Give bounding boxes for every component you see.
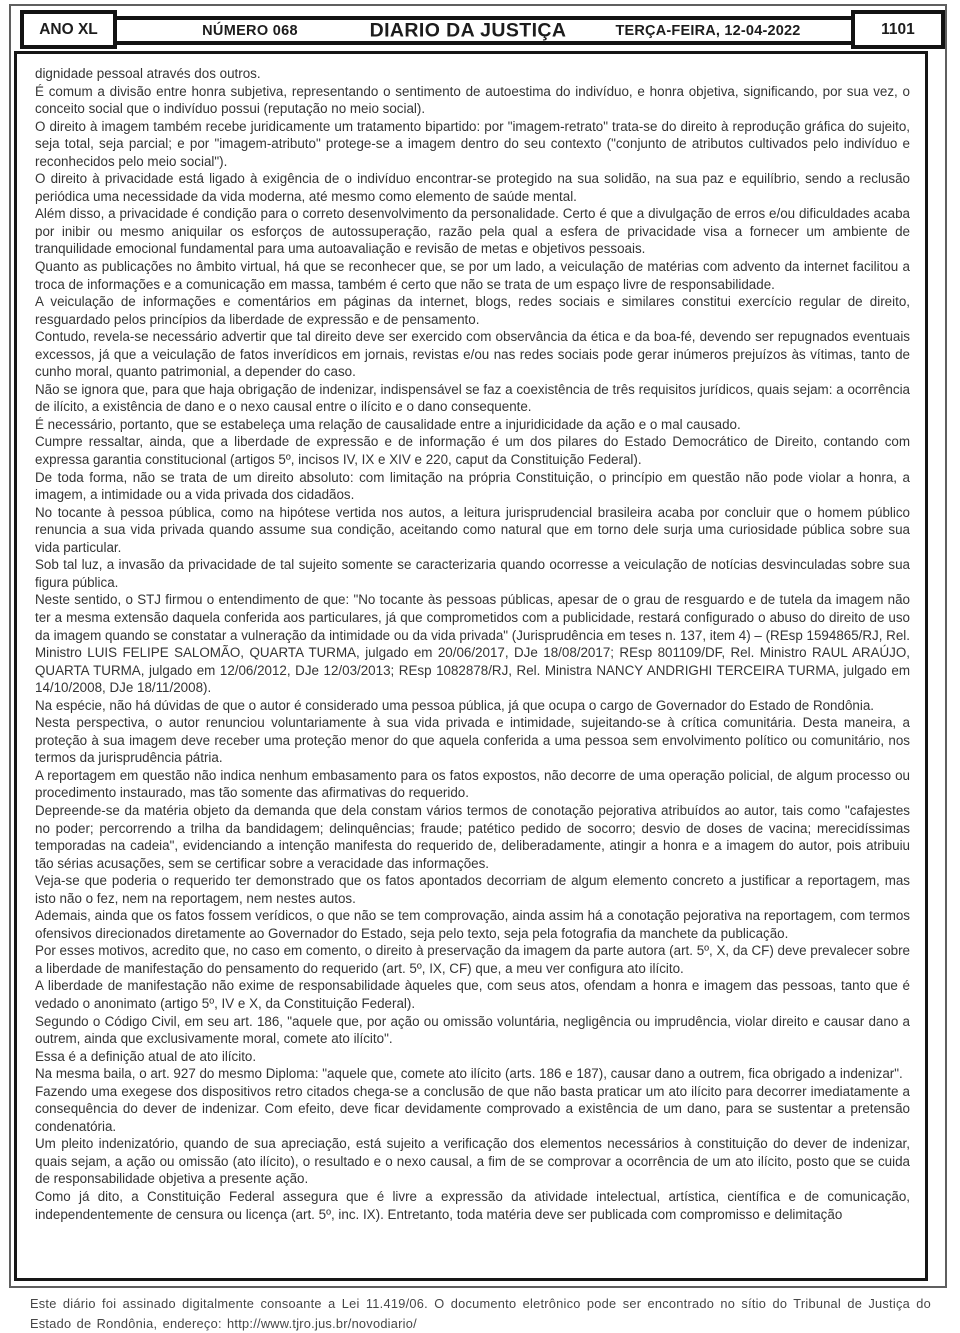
header-page-number-box (851, 10, 945, 49)
header-year-label: ANO XL (39, 20, 98, 38)
paragraph: Além disso, a privacidade é condição para o correto desenvolvimento da personalidade. Certo é que a divulgação de erros e/ou dificuldades acaba por inibir ou mesmo aniquilar os esforços de autossuperação, razão pela qual a esfera de privacidade visa a fornecer um ambiente de tranquilidade emocional fundamental para uma autoavaliação e revisão de metas e objetivos pessoais. (35, 206, 910, 257)
paragraph: Neste sentido, o STJ firmou o entendimento de que: "No tocante às pessoas públicas, apesar de o grau de resguardo e de tutela da imagem não ter a mesma extensão daquela conferida aos particulares, já que comprometidos com a publicidade, restará configurado o abuso do direito de uso da imagem quando se constatar a vulneração da intimidade ou da vida privada" (Jurisprudência em teses n. 137, item 4) – (REsp 1594865/RJ, Rel. Ministro LUIS FELIPE SALOMÃO, QUARTA TURMA, julgado em 20/06/2017, DJe 18/08/2017; REsp 801109/DF, Rel. Ministro RAUL ARAÚJO, QUARTA TURMA, julgado em 12/06/2012, DJe 12/03/2013; REsp 1082878/RJ, Rel. Ministra NANCY ANDRIGHI TERCEIRA TURMA, julgado em 14/10/2008, DJe 18/11/2008). (35, 592, 910, 696)
paragraph: dignidade pessoal através dos outros. (35, 66, 261, 81)
paragraph: A reportagem em questão não indica nenhum embasamento para os fatos expostos, não decorre de uma operação policial, de algum processo ou procedimento instaurado, mas tão somente das afirmativas do requerido. (35, 767, 910, 801)
document-body (14, 51, 928, 1281)
paragraph: Sob tal luz, a invasão da privacidade de tal sujeito somente se caracterizaria quando ocorresse a veiculação de notícias desvinculadas sobre sua figura pública. (35, 557, 910, 590)
paragraph: Fazendo uma exegese dos dispositivos retro citados chega-se a conclusão de que não basta praticar um ato ilícito para decorrer imediatamente a consequência do dever de indenizar. Com efeito, deve ficar devidamente comprovado a existência de um dano, para se sustentar a pretensão condenatória. (35, 1083, 910, 1134)
header-gazette-title: DIARIO DA JUSTIÇA (369, 19, 567, 41)
paragraph: Quanto as publicações no âmbito virtual, há que se reconhecer que, se por um lado, a veiculação de matérias com advento da internet facilitou a troca de informações e a comunicação em massa, também é certo que não se trata de um espaço livre de responsabilidade. (35, 259, 910, 292)
header-year-box (20, 10, 117, 49)
paragraph: De toda forma, não se trata de um direito absoluto: com limitação na própria Constituição, o princípio em questão não pode violar a honra, a imagem, a intimidade ou a vida privada dos cidadãos. (35, 469, 910, 503)
footer-signature-note: Este diário foi assinado digitalmente consoante a Lei 11.419/06. O documento eletrônico pode ser encontrado no sítio do Tribunal de Justiça do Estado de Rondônia, endereço: http://www.tjro.jus.br/novodiario/ (30, 1296, 931, 1331)
paragraph: O direito à privacidade está ligado à exigência de o indivíduo encontrar-se protegido na sua solidão, na sua paz e equilíbrio, sendo a reclusão periódica uma necessidade da vida moderna, até mesmo como elemento de saúde mental. (35, 171, 910, 204)
paragraph: Não se ignora que, para que haja obrigação de indenizar, indispensável se faz a coexistência de três requisitos jurídicos, quais sejam: a ocorrência de ilícito, a existência de dano e o nexo causal entre o ilícito e o dano consequente. (35, 381, 910, 415)
paragraph: Um pleito indenizatório, quando de sua apreciação, está sujeito a verificação dos elementos necessários à constituição do dever de indenizar, quais sejam, a ação ou omissão (ato ilícito), o resultado e o nexo causal, a fim de se comprovar a ocorrência de um ato ilícito, posto que se cuida de responsabilidade objetiva a presente ação. (35, 1136, 910, 1187)
paragraph: Veja-se que poderia o requerido ter demonstrado que os fatos apontados decorriam de algum elemento concreto a justificar a reportagem, mas isto não o fez, nem na reportagem, nem nestes autos. (35, 873, 910, 906)
paragraph: Na espécie, não há dúvidas de que o autor é considerado uma pessoa pública, já que ocupa o cargo de Governador do Estado de Rondônia. (35, 697, 874, 713)
paragraph: Essa é a definição atual de ato ilícito. (35, 1048, 257, 1064)
paragraph: Contudo, revela-se necessário advertir que tal direito deve ser exercido com observância da ética e da boa-fé, devendo ser repugnados eventuais excessos, já que a veiculação de fatos inverídicos em jornais, revistas e/ou nas redes sociais pode gerar inúmeros prejuízos às vítimas, tanto de cunho moral, quanto patrimonial, a depender do caso. (35, 329, 910, 380)
paragraph: Por esses motivos, acredito que, no caso em comento, o direito à preservação da imagem da parte autora (art. 5º, X, da CF) deve prevalecer sobre a liberdade de manifestação do pensamento do requerido (art. 5º, IX, CF) que, a meu ver configura ato ilícito. (35, 943, 910, 976)
paragraph: No tocante à pessoa pública, como na hipótese vertida nos autos, a leitura jurisprudencial brasileira acaba por concluir que o homem público renuncia a sua vida privada quando assume sua condição, aceitando como natural que em torno dele surja uma curiosidade pública sobre sua vida particular. (35, 504, 910, 555)
paragraph: Nesta perspectiva, o autor renunciou voluntariamente à sua vida privada e intimidade, sujeitando-se à crítica comunitária. Desta maneira, a proteção à sua imagem deve receber uma proteção menor do que aquela conferida a uma pessoa sem envolvimento político ou comunitário, nos termos da jurisprudência pátria. (35, 715, 910, 766)
paragraph: Depreende-se da matéria objeto da demanda que dela constam vários termos de conotação pejorativa atribuídos ao autor, tais como "cafajestes no poder; percorrendo a trilha da bandidagem; delinquências; fraude; patético pedido de socorro; desvio de doses de vacina; merecidíssimas temporadas na cadeia", evidenciando a intenção manifesta do requerido de, deliberadamente, atingir a honra e a imagem do autor, pois atribuiu tão sérias acusações, sem se certificar sobre a veracidade das informações. (35, 802, 910, 871)
paragraph: O direito à imagem também recebe juridicamente um tratamento bipartido: por "imagem-retrato" trata-se do direito à reprodução gráfica do sujeito, seja total, seja parcial; e por "imagem-atributo" protege-se a imagem dentro do seu contexto ("conjunto de atributos cultivados pelo indivíduo e reconhecidos pelo meio social"). (35, 118, 910, 169)
paragraph: É comum a divisão entre honra subjetiva, representando o sentimento de autoestima do indivíduo, e honra objetiva, significando, por sua vez, o conceito social que o indivíduo possui (reputação no meio social). (35, 83, 910, 117)
header-strip (24, 16, 921, 45)
paragraph: Como já dito, a Constituição Federal assegura que é livre a expressão da atividade intelectual, artística, científica e de comunicação, independentemente de censura ou licença (art. 5º, inc. IX). Entretanto, toda matéria deve ser publicada com compromisso e delimitação (35, 1189, 910, 1222)
header-issue-number: NÚMERO 068 (202, 22, 298, 39)
paragraph: Segundo o Código Civil, em seu art. 186, "aquele que, por ação ou omissão voluntária, negligência ou imprudência, violar direito e causar dano a outrem, ainda que exclusivamente moral, comete ato ilícito". (35, 1013, 910, 1047)
paragraph: É necessário, portanto, que se estabeleça uma relação de causalidade entre a injuridicidade da ação e o mal causado. (35, 416, 741, 432)
paragraph: Cumpre ressaltar, ainda, que a liberdade de expressão e de informação é um dos pilares do Estado Democrático de Direito, contando com expressa garantia constitucional (artigos 5º, incisos IV, IX e XIV e 220, caput da Constituição Federal). (35, 434, 910, 468)
page-number: 1101 (881, 20, 915, 38)
paragraph: A veiculação de informações e comentários em páginas da internet, blogs, redes sociais e similares constitui exercício regular de direito, resguardado pelos princípios da liberdade de expressão e de pensamento. (35, 294, 910, 327)
paragraph: Ademais, ainda que os fatos fossem verídicos, o que não se tem comprovação, ainda assim há a conotação pejorativa na reportagem, com termos ofensivos direcionados diretamente ao Governador do Estado, seja pelo texto, seja pela fotografia da manchete da publicação. (35, 908, 910, 941)
paragraph: Na mesma baila, o art. 927 do mesmo Diploma: "aquele que, comete ato ilícito (arts. 186 e 187), causar dano a outrem, fica obrigado a indenizar". (35, 1066, 903, 1082)
header-date: TERÇA-FEIRA, 12-04-2022 (615, 22, 801, 39)
paragraph: A liberdade de manifestação não exime de responsabilidade àqueles que, com seus atos, ofendam a honra e imagem das pessoas, tanto que é vedado o anonimato (artigo 5º, IV e X, da Constituição Federal). (35, 978, 910, 1011)
